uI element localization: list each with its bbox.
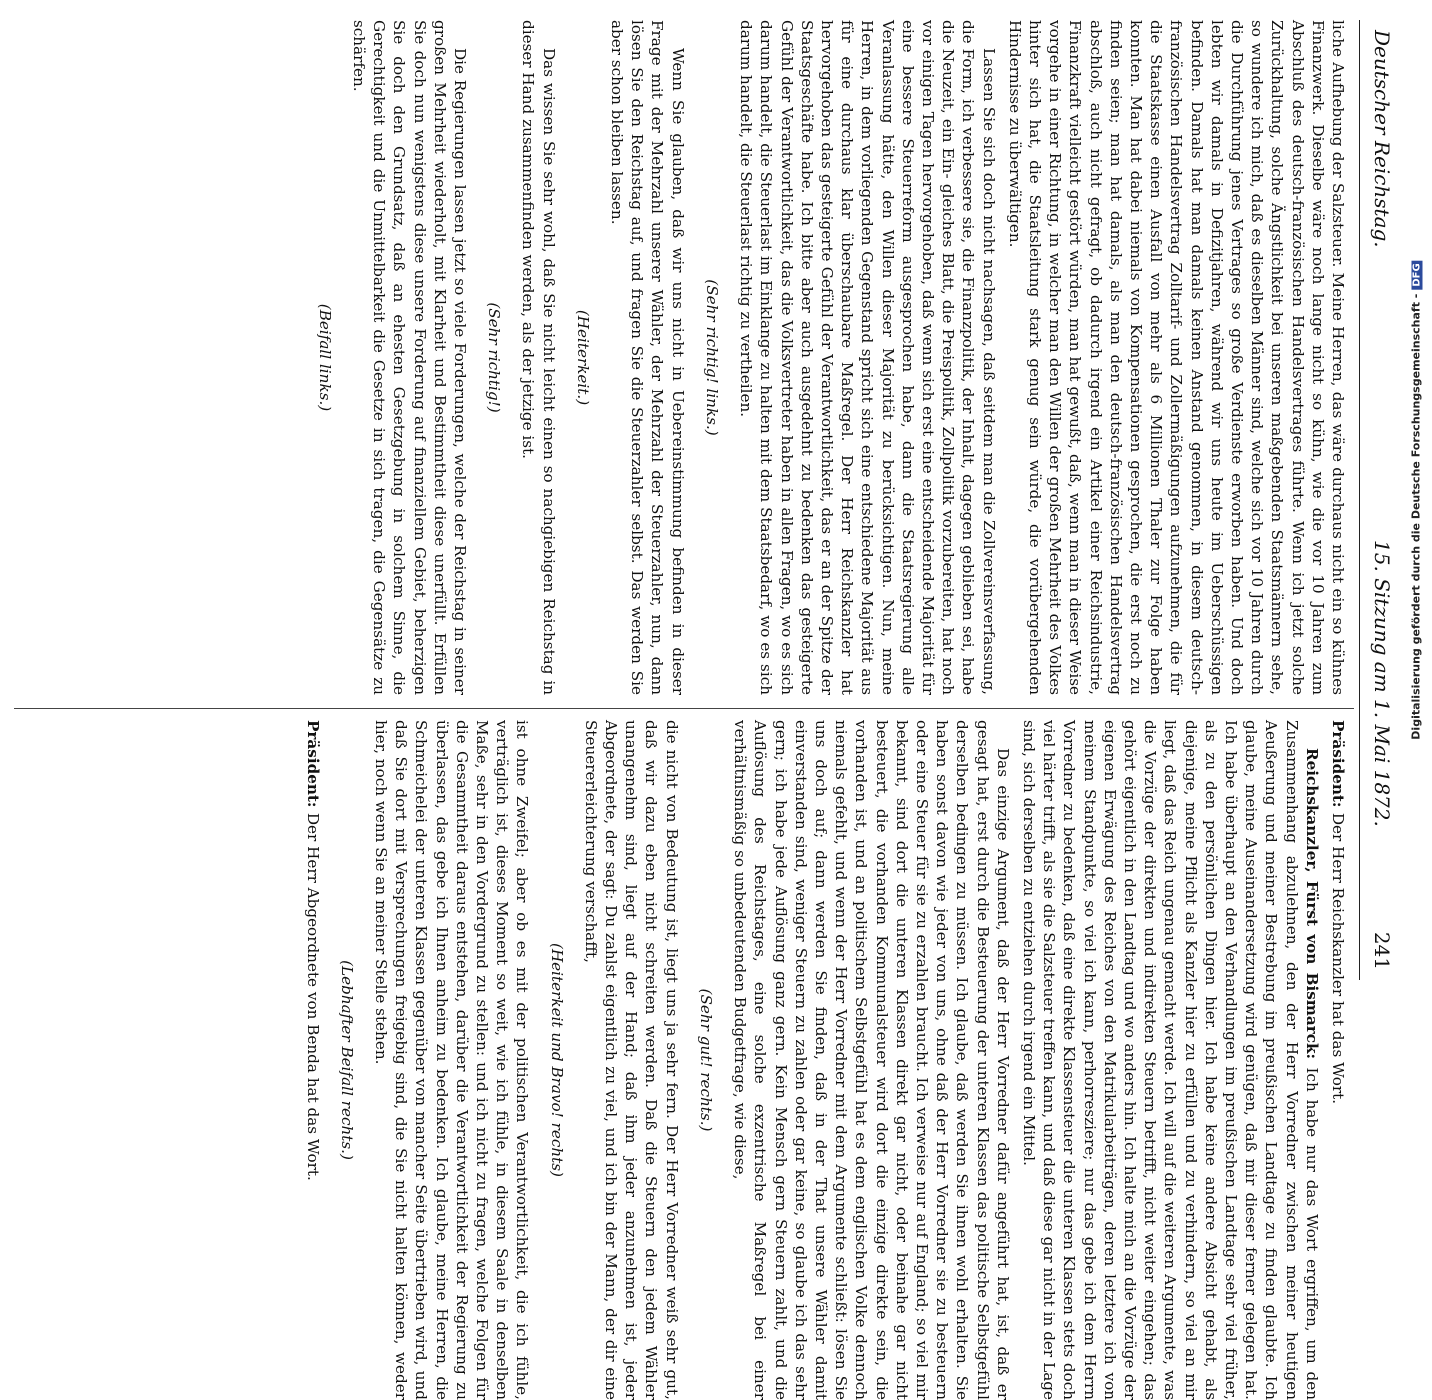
dfg-credit-strip [1404,0,1428,1000]
dfg-badge: DFG [1412,260,1423,289]
speaker-line: Präsident: Der Herr Reichskanzler hat das Wort. [1329,720,1347,1105]
credit-text: Digitalisierung gefördert durch die Deutsche Forschungsgemeinschaft - [1409,293,1423,740]
interjection: (Heiterkeit.) [573,309,592,406]
rotated-page [0,20,1400,1400]
speaker-label: Präsident: [303,720,322,813]
interjection: (Beifall links.) [315,303,334,412]
interjection: (Sehr richtig! links.) [702,279,721,436]
page-number: 241 [1370,931,1394,970]
header-session: 15. Sitzung am 1. Mai 1872. [1370,540,1394,827]
column-divider [14,708,1354,709]
right-column [296,720,1348,1400]
page-header [1359,20,1400,980]
paragraph: ist ohne Zweifel; aber ob es mit der politischen Verantwortlichkeit, die ich fühle, verträglich ist, dieses Moment so weit, wie ich fühle, in diesem Saale in denselben Maße, sehr in den Vordergrund zu stellen: und ich nicht zu fragen, welche Folgen für die Gesammtheit daraus entstehen, darüber die Verantwortlichkeit der Regierung zu überlassen, das gebe ich Ihnen anheim zu bedenken. Ich glaube, meine Herren, die Schmeichelei der unteren Klassen gegenüber von mancher Seite übertrieben wird, und daß Sie dort mit Versprechungen freigebig sind, die Sie nicht halten können, weder hier, noch wenn Sie an meiner Stelle stehen. [372,720,532,1400]
paragraph: Reichskanzler, Fürst von Bismarck: Ich habe nur das Wort ergriffen, um den Zusammenhang abzulehnen, den der Herr Vorredner zwischen meiner heutigen Aeußerung und meiner Bestrebung im preußischen Landtage zu finden glaubte. Ich glaube, meine Auseinandersetzung wird genügen, daß mir dieser ferner gelegen hat. Ich habe überhaupt an den Verhandlungen im preußischen Landtage sehr viel früher, als zu den persönlichen Dingen hier. Ich habe keine andere Absicht gehabt, als diejenige, meine Pflicht als Kanzler hier zu erfüllen und zu verhindern, so viel an mir liegt, daß das Reich ungenau gemacht werde. Ich will auf die weiteren Argumente, was die Vorzüge der direkten und indirekten Steuern betrifft, nicht weiter eingehen; das gehört eigentlich in den Landtag und wo anders hin. Ich halte mich an die Vorzüge der eigenen Erwägung des Reiches von den Matrikularbeiträgen, deren letztere ich von meinem Standpunkte, so viel ich kann, perhorresziere; nur das gebe ich dem Herrn Vorredner zu bedenken, daß eine direkte Klassensteuer die unteren Klassen stets doch viel härter trifft, als sie die Salzsteuer treffen kann, und daß diese gar nicht in der Lage sind, sich derselben zu entziehen durch irgend ein Mittel. [1019,720,1321,1400]
speaker-label: Reichskanzler, Fürst von Bismarck: [1302,748,1321,1068]
paragraph: Lassen Sie sich doch nicht nachsagen, daß seitdem man die Zollvereinsverfassung, die Form, ich verbessere sie, die Finanzpolitik, der Inhalt, dagegen geblieben sei, habe die Neuzeit, ein Ein- gleiches Blatt, die Preispolitik, Zollpolitik vorzubereiten, hat noch vor einigen Tagen hervorgehoben, daß wenn sich erst eine entscheidende Majorität für eine bessere Steuerreform ausgesprochen habe, dann die Staatsregierung alle Veranlassung hätte, den Willen dieser Majorität zu berücksichtigen. Nun, meine Herren, in dem vorliegenden Gegenstand spricht sich eine entschiedene Majorität aus für eine durchaus klar überschaubare Maßregel. Der Herr Reichskanzler hat hervorgehoben das gesteigerte Gefühl der Verantwortlichkeit, das er an der Spitze der Staatsgeschäfte habe. Ich bitte aber auch ausgedehnt zu bedenken das gesteigerte Gefühl der Verantwortlichkeit, das die Volksvertreter haben in allen Fragen, wo es sich darum handelt, die Steuerlast im Einklange zu halten mit dem Staatsbedarf, wo es sich darum handelt, die Steuerlast richtig zu vertheilen. [737,20,998,695]
paragraph: Wenn Sie glauben, daß wir uns nicht in Uebereinstimmung befinden in dieser Frage mit der Mehrzahl unserer Wähler, der Mehrzahl der Steuerzahler, nun, dann lösen Sie den Reichstag auf, und fragen Sie die Steuerzahler selbst. Das werden Sie aber schon bleiben lassen. [608,20,687,695]
paragraph: die nicht von Bedeutung ist, liegt uns ja sehr fern. Der Herr Vorredner weiß sehr gut, daß wir dazu eben nicht schreiten werden. Daß die Steuern den jedem Wähler unangenehm sind, liegt auf der Hand; daß ihm jeder anzunehmen ist, jeder Abgeordnete, der sagt: Du zahlst eigentlich zu viel, und ich bin der Mann, der dir eine Steuererleichterung verschafft, [581,720,681,1400]
interjection: (Heiterkeit und Bravo! rechts) [547,943,566,1177]
speaker-label: Präsident: [1329,720,1347,813]
interjection: (Sehr richtig!) [485,302,504,413]
left-column [301,20,1348,695]
paragraph: liche Aufhebung der Salzsteuer. Meine Herren, das wäre durchaus nicht ein so kühnes Finanzwerk. Dieselbe wäre noch lange nicht so kühn, wie die vor 10 Jahren zum Abschluß des deutsch-französischen Handelsvertrages führte. Wenn ich jetzt solche Zurückhaltung, solche Ängstlichkeit bei unseren maßgebenden Staatsmännern sehe, so wundere ich mich, daß es dieselben Männer sind, welche sich vor 10 Jahren durch die Durchführung jenes Vertrages so große Verdienste erworben haben. Und doch lebten wir damals in Defizitjahren, während wir uns heute im Ueberschüssigen befinden. Damals hat man damals keinen Anstand genommen, in diesem deutsch-französischen Handelsvertrag Zolltarif- und Zollermäßigungen aufzunehmen, die für die Staatskasse einen Ausfall von mehr als 6 Millionen Thaler zur Folge haben konnten. Man hat dabei niemals von Kompensationen gesprochen, die erst noch zu finden seien; man hat damals, als man den deutsch-französischen Handelsvertrag abschloß, auch nicht gefragt, ob dadurch irgend ein Artikel einer Reichsindustrie, Finanzkraft vielleicht gestört würden, man hat gewußt, daß, wenn man in dieser Weise vorgehe in einer Richtung, in welcher man den Willen der großen Mehrheit des Volkes hinter sich hat, die Staatsleitung stark genug sein würde, die vorübergehenden Hindernisse zu überwältigen. [1005,20,1347,695]
interjection: (Lebhafter Beifall rechts.) [337,960,356,1160]
paragraph: Das wissen Sie sehr wohl, daß Sie nicht leicht einen so nachgiebigen Reichstag in dieser Hand zusammenfinden werden, als der jetzige ist. [519,20,558,695]
interjection: (Sehr gut! rechts.) [696,988,715,1132]
header-title: Deutscher Reichstag. [1370,30,1394,248]
paragraph: Das einzige Argument, daß der Herr Vorredner dafür angeführt hat, ist, daß er gesagt hat, erst durch die Besteuerung der unteren Klassen das politische Selbstgefühl derselben bedingen zu müssen. Ich glaube, daß werden Sie ihnen wohl erhalten. Sie haben sonst davon wie jeder von uns, ohne daß der Herr Vorredner sie zu besteuern oder eine Steuer für sie zu erzahlen braucht. Ich verweise nur auf England; so viel mir bekannt, sind dort die unteren Klassen direkt gar nicht, oder beinahe gar nicht besteuert, die vorhanden Kommunalsteuer wird dort die einzige direkte sein, die vorhanden ist, und an politischem Selbstgefühl hat es dem englischen Volke dennoch niemals gefehlt, und wenn der Herr Vorredner mit dem Argumente schließt: lösen Sie uns doch auf; dann werden Sie finden, daß in der That unsere Wähler damit einverstanden sind, weniger Steuern zu zahlen oder gar keine, so glaube ich das sehr gern; ich habe jede Auflösung ganz gern. Kein Mensch gern Steuern zahlt, und die Auflösung des Reichstages, eine solche exzentrische Maßregel bei einer verhältnismäßig so unbedeutenden Budgetfrage, wie diese, [731,720,1012,1400]
dfg-credit [1410,260,1423,739]
speaker-line: Präsident: Der Herr Abgeordnete von Benda hat das Wort. [303,720,322,1181]
paragraph: Die Regierungen lassen jetzt so viele Forderungen, welche der Reichstag in seiner großen Mehrheit wiederholt, mit Klarheit und Bestimmtheit diese unerfüllt. Erfüllen Sie doch nun wenigstens diese unsere Forderung auf finanziellem Gebiet, beherzigen Sie doch den Grundsatz, daß an ehesten Gesetzgebung in solchem Sinne, die Gerechtigkeit und die Unmittelbarkeit die Gesetze in sich tragen, die Gegensätze zu schärfen. [350,20,470,695]
